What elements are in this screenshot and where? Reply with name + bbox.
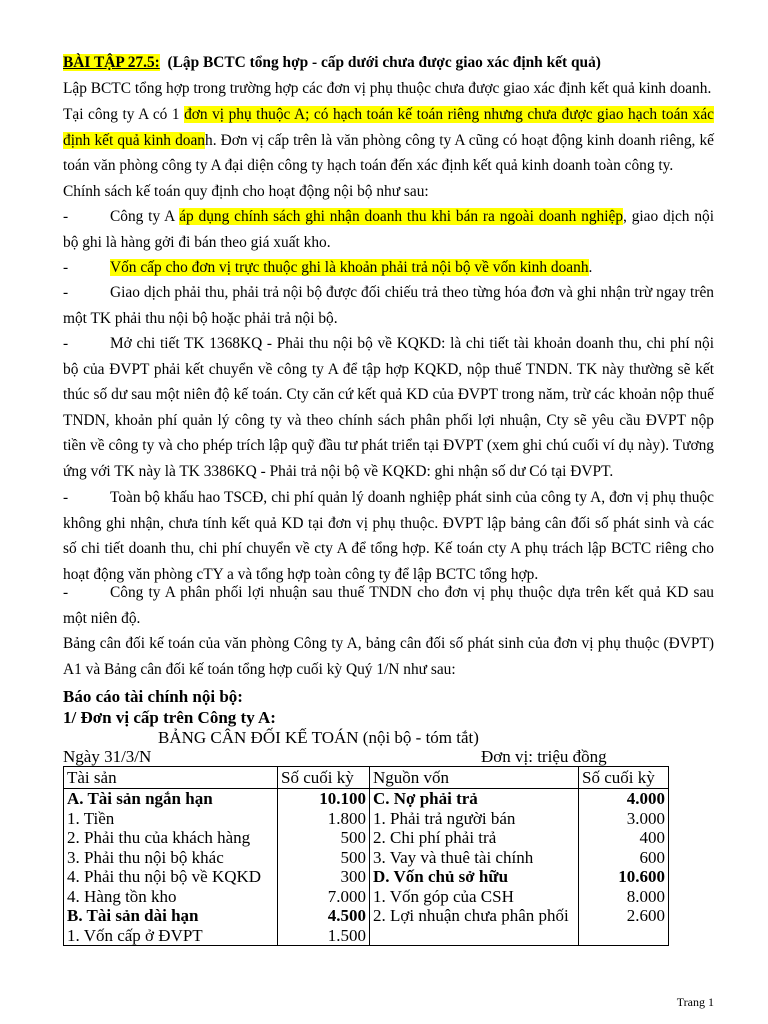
- bullet-2: [63, 255, 714, 281]
- bullet-2-end: .: [588, 259, 593, 276]
- asset-balance: 10.100: [278, 789, 370, 809]
- report-unit: Đơn vị: triệu đồng: [481, 747, 607, 766]
- asset-balance: 500: [278, 848, 370, 868]
- bullet-1-highlight: áp dụng chính sách ghi nhận doanh thu khi bán ra ngoài doanh nghiệp: [179, 208, 624, 225]
- table-row: [64, 906, 669, 926]
- asset-name: A. Tài sản ngắn hạn: [64, 789, 278, 809]
- table-row: [64, 828, 669, 848]
- balance-sheet-table: [63, 766, 669, 946]
- table-row: [64, 848, 669, 868]
- liability-name: 2. Chi phí phải trả: [370, 828, 579, 848]
- liability-balance: [579, 926, 669, 946]
- liability-name: C. Nợ phải trả: [370, 789, 579, 809]
- intro-p2-end: h. Đơn vị cấp trên là văn phòng công ty A cũng có hoạt động kinh doanh riêng, kế toán văn phòng công ty A đại diện công ty hạch toán đến xác định kết quả kinh doanh toàn công ty.: [63, 131, 715, 175]
- asset-name: 1. Vốn cấp ở ĐVPT: [64, 926, 278, 946]
- header-assets-balance: Số cuối kỳ: [278, 767, 370, 789]
- balance-sheet-title: BẢNG CÂN ĐỐI KẾ TOÁN (nội bộ - tóm tắt): [158, 728, 479, 747]
- header-assets: Tài sản: [64, 767, 278, 789]
- exercise-subtitle: (Lập BCTC tổng hợp - cấp dưới chưa được giao xác định kết quả): [167, 54, 601, 71]
- liability-balance: 400: [579, 828, 669, 848]
- report-heading: Báo cáo tài chính nội bộ:: [63, 687, 243, 706]
- asset-name: 2. Phải thu của khách hàng: [64, 828, 278, 848]
- liability-name: 1. Vốn góp của CSH: [370, 887, 579, 907]
- header-liabilities-balance: Số cuối kỳ: [579, 767, 669, 789]
- bullet-5: [63, 485, 714, 587]
- bullet-5-text: Toàn bộ khấu hao TSCĐ, chi phí quản lý doanh nghiệp phát sinh của công ty A, đơn vị phụ thuộc không ghi nhận, chưa tính kết quả KD tại đơn vị phụ thuộc. ĐVPT lập bảng cân đối số phát sinh và các số chi tiết doanh thu, chi phí chuyển về cty A để tổng hợp. Kế toán cty A phụ trách lập BCTC riêng cho hoạt động văn phòng cTY a và tổng hợp toàn công ty để lập BCTC tổng hợp.: [63, 489, 714, 583]
- liability-balance: 3.000: [579, 809, 669, 829]
- table-row: [64, 887, 669, 907]
- bullet-dash: -: [63, 584, 69, 601]
- asset-balance: 1.500: [278, 926, 370, 946]
- liability-name: [370, 926, 579, 946]
- intro-paragraph-1: Lập BCTC tổng hợp trong trường hợp các đơn vị phụ thuộc chưa được giao xác định kết quả kinh doanh.: [63, 80, 712, 97]
- liability-balance: 10.600: [579, 867, 669, 887]
- liability-balance: 2.600: [579, 906, 669, 926]
- liability-balance: 600: [579, 848, 669, 868]
- intro-p2-start: Tại công ty A có 1: [63, 106, 185, 123]
- asset-name: 4. Hàng tồn kho: [64, 887, 278, 907]
- bullet-dash: -: [63, 208, 69, 225]
- liability-name: 3. Vay và thuê tài chính: [370, 848, 579, 868]
- asset-balance: 500: [278, 828, 370, 848]
- liability-name: 2. Lợi nhuận chưa phân phối: [370, 906, 579, 926]
- bullet-4: [63, 331, 714, 485]
- bullet-dash: -: [63, 335, 69, 352]
- table-header-row: [64, 767, 669, 789]
- table-row: [64, 789, 669, 809]
- bullet-dash: -: [63, 284, 69, 301]
- asset-name: 4. Phải thu nội bộ về KQKD: [64, 867, 278, 887]
- asset-name: B. Tài sản dài hạn: [64, 906, 278, 926]
- bullet-3-text: Giao dịch phải thu, phải trả nội bộ được đối chiếu trả theo từng hóa đơn và ghi nhận trừ ngay trên một TK phải thu nội bộ hoặc phải trả nội bộ.: [63, 284, 714, 327]
- bullet-dash: -: [63, 489, 69, 506]
- bullet-4-text: Mở chi tiết TK 1368KQ - Phải thu nội bộ về KQKD: là chi tiết tài khoản doanh thu, chi phí nội bộ của ĐVPT phải kết chuyển về công ty A để tập hợp KQKD, nộp thuế TNDN. TK này thường sẽ kết thúc số dư sau một niên độ kế toán. Cty căn cứ kết quả KD của ĐVPT trong năm, trừ các khoản nộp thuế TNDN, khoản phí quản lý công ty và theo chính sách phân phối lợi nhuận, Cty sẽ yêu cầu ĐVPT nộp tiền về công ty và cho phép trích lập quỹ đầu tư phát triển tại ĐVPT (xem ghi chú cuối ví dụ này). Tương ứng với TK này là TK 3386KQ - Phải trả nội bộ về KQKD: ghi nhận số dư Có tại ĐVPT.: [63, 335, 714, 480]
- asset-name: 1. Tiền: [64, 809, 278, 829]
- liability-name: D. Vốn chủ sở hữu: [370, 867, 579, 887]
- exercise-heading: [63, 50, 714, 76]
- bullet-1-end: , giao dịch nội bộ ghi là hàng gởi đi bán theo giá xuất kho.: [63, 208, 714, 251]
- bullet-2-highlight: Vốn cấp cho đơn vị trực thuộc ghi là khoản phải trả nội bộ về vốn kinh doanh: [110, 259, 589, 276]
- bullet-3: [63, 280, 714, 331]
- intro-paragraph-3: Chính sách kế toán quy định cho hoạt động nội bộ như sau:: [63, 183, 429, 200]
- report-section-title: 1/ Đơn vị cấp trên Công ty A:: [63, 708, 276, 727]
- liability-balance: 4.000: [579, 789, 669, 809]
- bullet-6: [63, 580, 714, 631]
- bullet-6-text: Công ty A phân phối lợi nhuận sau thuế TNDN cho đơn vị phụ thuộc dựa trên kết quả KD sau một niên độ.: [63, 584, 714, 627]
- header-liabilities: Nguồn vốn: [370, 767, 579, 789]
- asset-balance: 1.800: [278, 809, 370, 829]
- table-row: [64, 867, 669, 887]
- report-date: Ngày 31/3/N: [63, 747, 152, 766]
- asset-balance: 4.500: [278, 906, 370, 926]
- exercise-label: BÀI TẬP 27.5:: [63, 54, 160, 71]
- intro-p2-highlight: đơn vị phụ thuộc A; có hạch toán kế toán riêng nhưng chưa được giao hạch toán xác định kết quả kinh doan: [63, 106, 714, 149]
- closing-paragraph: Bảng cân đối kế toán của văn phòng Công ty A, bảng cân đối số phát sinh của đơn vị phụ thuộc (ĐVPT) A1 và Bảng cân đối kế toán tổng hợp cuối kỳ Quý 1/N như sau:: [63, 635, 714, 678]
- table-row: [64, 926, 669, 946]
- asset-balance: 300: [278, 867, 370, 887]
- liability-balance: 8.000: [579, 887, 669, 907]
- table-row: [64, 809, 669, 829]
- intro-paragraph-2: [63, 102, 714, 179]
- bullet-1-start: Công ty A: [110, 208, 180, 225]
- bullet-dash: -: [63, 259, 69, 276]
- liability-name: 1. Phải trả người bán: [370, 809, 579, 829]
- bullet-1: [63, 204, 714, 255]
- asset-balance: 7.000: [278, 887, 370, 907]
- asset-name: 3. Phải thu nội bộ khác: [64, 848, 278, 868]
- page-number: Trang 1: [676, 995, 714, 1009]
